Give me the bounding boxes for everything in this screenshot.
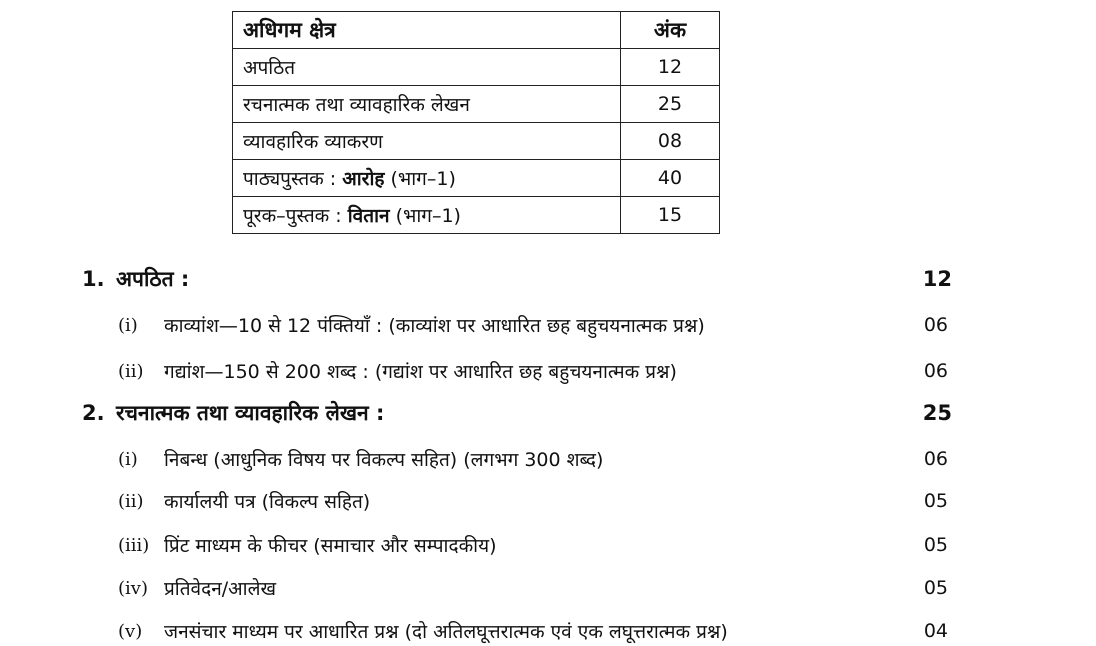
header-marks: अंक (621, 12, 720, 49)
section-marks: 25 (922, 401, 952, 425)
list-item (118, 530, 948, 560)
item-marks: 05 (923, 534, 948, 556)
list-item (118, 486, 948, 516)
item-marks: 06 (923, 360, 948, 382)
item-marks: 06 (923, 448, 948, 470)
list-item (118, 356, 948, 386)
item-numeral: (v) (118, 620, 143, 642)
row-marks: 08 (621, 123, 720, 160)
item-text: कार्यालयी पत्र (विकल्प सहित) (164, 491, 371, 513)
item-marks: 05 (923, 490, 948, 512)
item-numeral: (ii) (118, 490, 144, 512)
row-marks: 12 (621, 49, 720, 86)
row-area-prefix: पूरक–पुस्तक : (243, 205, 348, 227)
item-numeral: (i) (118, 314, 138, 336)
item-numeral: (iv) (118, 577, 148, 599)
row-area-prefix: पाठ्यपुस्तक : (243, 168, 343, 190)
row-area: व्यावहारिक व्याकरण (233, 123, 621, 160)
row-area (233, 160, 621, 197)
item-text: जनसंचार माध्यम पर आधारित प्रश्न (दो अतिलघूत्तरात्मक एवं एक लघूत्तरात्मक प्रश्न) (164, 621, 728, 643)
section-title: रचनात्मक तथा व्यावहारिक लेखन : (116, 401, 385, 425)
row-area-suffix: (भाग–1) (384, 168, 456, 190)
item-text: काव्यांश—10 से 12 पंक्तियाँ : (काव्यांश पर आधारित छह बहुचयनात्मक प्रश्न) (164, 315, 705, 337)
row-area: अपठित (233, 49, 621, 86)
marks-distribution-table (232, 11, 720, 234)
table-row (233, 197, 720, 234)
row-area: रचनात्मक तथा व्यावहारिक लेखन (233, 86, 621, 123)
section-title: अपठित : (116, 267, 190, 291)
header-learning-area: अधिगम क्षेत्र (233, 12, 621, 49)
item-numeral: (i) (118, 448, 138, 470)
section-number: 1. (82, 267, 105, 291)
item-numeral: (iii) (118, 534, 150, 556)
list-item (118, 310, 948, 340)
section-heading (82, 264, 952, 294)
supplementary-book-title: वितान (347, 205, 390, 227)
section-marks: 12 (922, 267, 952, 291)
item-marks: 04 (923, 620, 948, 642)
item-text: निबन्ध (आधुनिक विषय पर विकल्प सहित) (लगभग 300 शब्द) (164, 449, 604, 471)
table-row (233, 86, 720, 123)
list-item (118, 573, 948, 603)
row-marks: 25 (621, 86, 720, 123)
list-item (118, 616, 948, 646)
row-area-suffix: (भाग–1) (389, 205, 461, 227)
row-marks: 40 (621, 160, 720, 197)
table-row (233, 160, 720, 197)
section-number: 2. (82, 401, 105, 425)
section-heading (82, 398, 952, 428)
row-area (233, 197, 621, 234)
table-row (233, 123, 720, 160)
table-header-row (233, 12, 720, 49)
row-marks: 15 (621, 197, 720, 234)
item-marks: 06 (923, 314, 948, 336)
list-item (118, 444, 948, 474)
item-text: प्रिंट माध्यम के फीचर (समाचार और सम्पादकीय) (164, 535, 497, 557)
item-text: प्रतिवेदन/आलेख (164, 578, 277, 600)
item-marks: 05 (923, 577, 948, 599)
item-text: गद्यांश—150 से 200 शब्द : (गद्यांश पर आधारित छह बहुचयनात्मक प्रश्न) (164, 361, 677, 383)
table-row (233, 49, 720, 86)
item-numeral: (ii) (118, 360, 144, 382)
textbook-title: आरोह (342, 168, 385, 190)
